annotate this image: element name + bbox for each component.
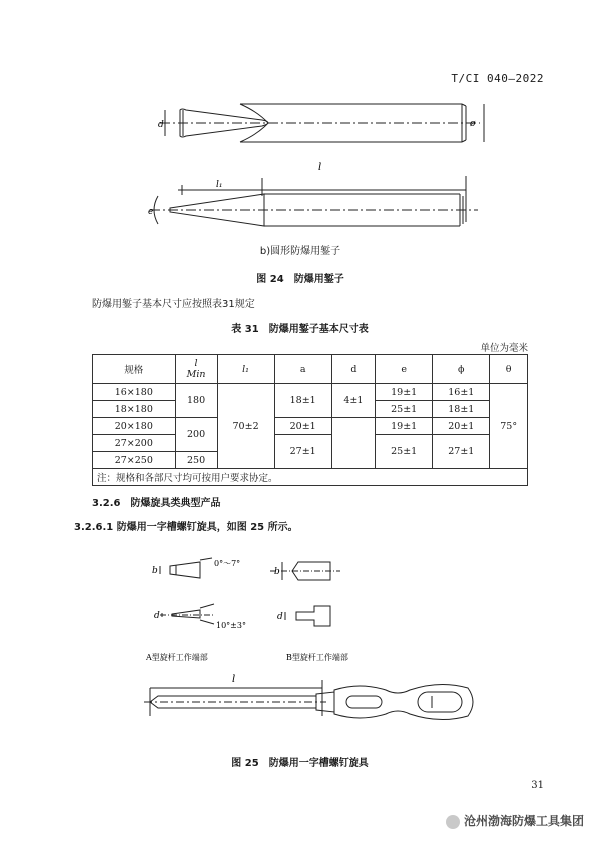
wechat-icon	[446, 815, 460, 829]
figure-24-subcaption: b)圆形防爆用錾子	[259, 246, 341, 257]
angle-b-label: 10°±3°	[216, 621, 246, 630]
dim-d-label: d	[158, 120, 164, 130]
fig25-dim-d-b: d	[277, 612, 283, 622]
figure-24-drawing	[0, 0, 600, 250]
standard-code: T/CI 040—2022	[451, 72, 544, 85]
figure-25-caption: 图 25 防爆用一字槽螺钉旋具	[231, 758, 369, 769]
table-header-row	[93, 355, 528, 384]
table-header: d	[331, 355, 375, 384]
label-a-type: A型旋杆工作端部	[146, 653, 208, 662]
paragraph-1: 防爆用錾子基本尺寸应按照表31规定	[92, 299, 255, 310]
dim-e-label: e	[148, 207, 154, 217]
table-header: l Min	[175, 355, 217, 384]
table-unit: 单位为毫米	[480, 343, 528, 354]
table-header: θ	[490, 355, 528, 384]
dim-phi-label: ø	[470, 119, 476, 129]
section-heading-3-2-6: 3.2.6 防爆旋具类典型产品	[92, 498, 221, 509]
dim-l-label: l	[318, 162, 322, 173]
table-header: ϕ	[433, 355, 490, 384]
table-row: 18×180 25±1 18±1	[93, 401, 528, 418]
figure-24-caption: 图 24 防爆用錾子	[256, 274, 344, 285]
table-row: 16×180 180 70±2 18±1 4±1 19±1 16±1 75°	[93, 384, 528, 401]
table-31	[92, 354, 528, 486]
table-header: l₁	[217, 355, 274, 384]
page-number: 31	[531, 780, 544, 791]
table-header: e	[376, 355, 433, 384]
dim-l1-label: l₁	[216, 180, 223, 190]
table-note-row	[93, 469, 528, 486]
angle-a-label: 0°～7°	[214, 559, 241, 568]
fig25-dim-d-a: d	[154, 611, 160, 621]
watermark: 沧州渤海防爆工具集团	[446, 812, 584, 829]
fig25-dim-b-b: b	[274, 567, 280, 577]
section-heading-3-2-6-1: 3.2.6.1 防爆用一字槽螺钉旋具，如图 25 所示。	[74, 522, 298, 533]
table-row: 20×180 200 20±1 19±1 20±1	[93, 418, 528, 435]
label-b-type: B型旋杆工作端部	[286, 653, 348, 662]
figure-25-drawing	[0, 540, 600, 750]
table-row: 27×250 250	[93, 452, 528, 469]
table-note: 注：规格和各部尺寸均可按用户要求协定。	[93, 469, 528, 486]
table-header: 规格	[93, 355, 176, 384]
fig25-dim-b-a: b	[152, 566, 158, 576]
table-31-caption: 表 31 防爆用錾子基本尺寸表	[231, 324, 369, 335]
table-row: 27×200 27±1 25±1 27±1	[93, 435, 528, 452]
table-header: a	[274, 355, 331, 384]
fig25-dim-l-label: l	[232, 674, 236, 685]
